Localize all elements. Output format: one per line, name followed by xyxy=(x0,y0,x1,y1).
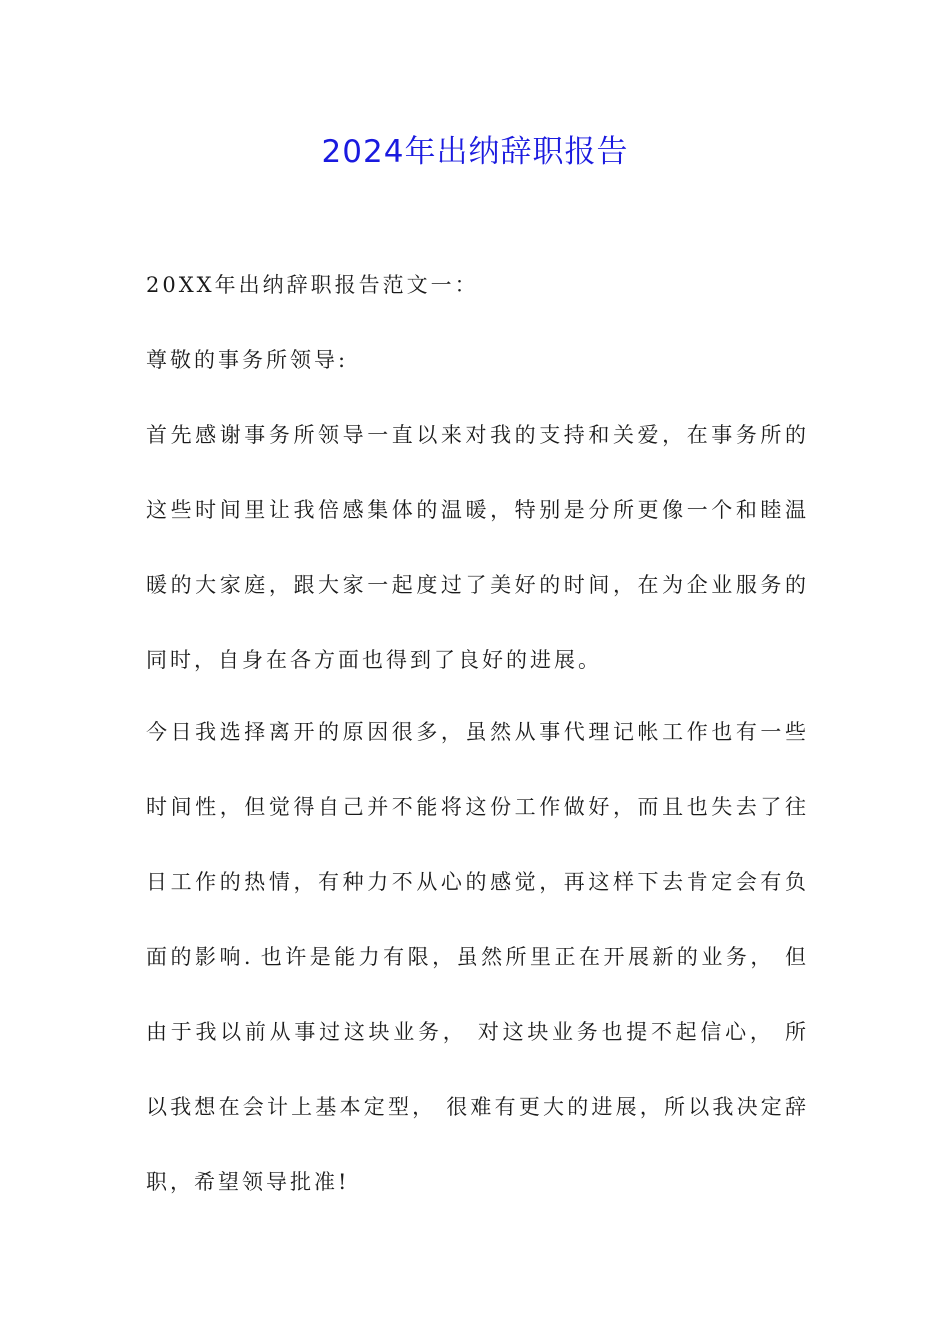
subtitle-line: 20XX年出纳辞职报告范文一： xyxy=(146,273,479,297)
body-line: 今日我选择离开的原因很多，虽然从事代理记帐工作也有一些 xyxy=(146,720,806,744)
document-title: 2024年出纳辞职报告 xyxy=(321,134,629,170)
body-line: 首先感谢事务所领导一直以来对我的支持和关爱，在事务所的 xyxy=(146,423,806,447)
body-line: 以我想在会计上基本定型， 很难有更大的进展，所以我决定辞 xyxy=(146,1095,806,1119)
body-line: 职，希望领导批准! xyxy=(146,1170,350,1194)
body-line: 日工作的热情，有种力不从心的感觉，再这样下去肯定会有负 xyxy=(146,870,806,894)
body-line: 同时，自身在各方面也得到了良好的进展。 xyxy=(146,648,602,672)
body-line: 这些时间里让我倍感集体的温暖，特别是分所更像一个和睦温 xyxy=(146,498,806,522)
body-line: 暖的大家庭，跟大家一起度过了美好的时间，在为企业服务的 xyxy=(146,573,806,597)
body-line: 面的影响. 也许是能力有限，虽然所里正在开展新的业务， 但 xyxy=(146,945,806,969)
body-line: 时间性，但觉得自己并不能将这份工作做好，而且也失去了往 xyxy=(146,795,806,819)
salutation-line: 尊敬的事务所领导: xyxy=(146,348,349,372)
body-line: 由于我以前从事过这块业务， 对这块业务也提不起信心， 所 xyxy=(146,1020,806,1044)
